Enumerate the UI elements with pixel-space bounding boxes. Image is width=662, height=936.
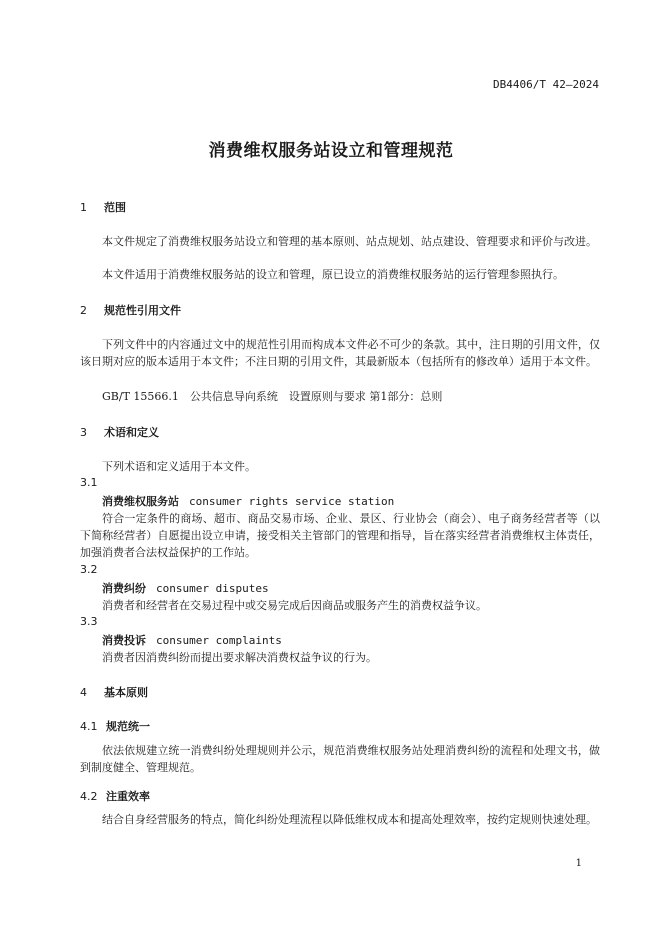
term-definition: 消费者和经营者在交易过程中或交易完成后因商品或服务产生的消费权益争议。 (102, 599, 487, 612)
subsection-number: 4.2 (80, 790, 98, 803)
section-4-heading (80, 684, 148, 700)
section-2-heading (80, 302, 181, 318)
section-2-paragraph-1: 下列文件中的内容通过文中的规范性引用而构成本文件必不可少的条款。其中，注日期的引用文件，仅该日期对应的版本适用于本文件；不注日期的引用文件，其最新版本（包括所有的修改单）适用于本文件。 (80, 338, 600, 368)
section-number: 1 (80, 201, 87, 214)
subsection-title: 注重效率 (106, 790, 150, 803)
term-entry (102, 580, 269, 596)
section-title: 基本原则 (104, 686, 148, 699)
term-entry (102, 632, 282, 648)
term-chinese: 消费纠纷 (102, 582, 146, 595)
page-number: 1 (575, 858, 582, 869)
section-title: 范围 (104, 201, 126, 214)
section-title: 术语和定义 (104, 426, 159, 439)
subsection-4-2-paragraph: 结合自身经营服务的特点，简化纠纷处理流程以降低维权成本和提高处理效率，按约定规则快速处理。 (102, 813, 597, 826)
document-title: 消费维权服务站设立和管理规范 (208, 141, 454, 161)
standard-code: DB4406/T 42—2024 (493, 78, 599, 91)
section-1-paragraph-2: 本文件适用于消费维权服务站的设立和管理，原已设立的消费维权服务站的运行管理参照执行。 (102, 268, 564, 281)
subsection-title: 规范统一 (106, 720, 150, 733)
subsection-number: 4.1 (80, 720, 98, 733)
term-english: consumer disputes (156, 582, 269, 595)
section-number: 3 (80, 426, 87, 439)
section-number: 4 (80, 686, 87, 699)
section-1-paragraph-1: 本文件规定了消费维权服务站设立和管理的基本原则、站点规划、站点建设、管理要求和评价与改进。 (102, 235, 597, 248)
section-3-heading (80, 424, 159, 440)
subsection-4-1-heading (80, 718, 150, 734)
term-definition: 符合一定条件的商场、超市、商品交易市场、企业、景区、行业协会（商会）、电子商务经营者等（以下简称经营者）自愿提出设立申请，接受相关主管部门的管理和指导，旨在落实经营者消费维权主体责任，加强消费者合法权益保护的工作站。 (80, 512, 600, 559)
section-number: 2 (80, 304, 87, 317)
normative-reference: GB/T 15566.1 公共信息导向系统 设置原则与要求 第1部分：总则 (102, 390, 443, 403)
term-chinese: 消费投诉 (102, 634, 146, 647)
section-3-intro: 下列术语和定义适用于本文件。 (102, 460, 256, 473)
section-title: 规范性引用文件 (104, 304, 181, 317)
term-definition: 消费者因消费纠纷而提出要求解决消费权益争议的行为。 (102, 651, 377, 664)
term-entry (102, 493, 394, 509)
term-number: 3.1 (80, 476, 98, 489)
subsection-4-1-paragraph: 依法依规建立统一消费纠纷处理规则并公示，规范消费维权服务站处理消费纠纷的流程和处理文书，做到制度健全、管理规范。 (80, 744, 600, 774)
term-number: 3.2 (80, 563, 98, 576)
term-number: 3.3 (80, 615, 98, 628)
term-chinese: 消费维权服务站 (102, 495, 179, 508)
term-english: consumer complaints (156, 634, 282, 647)
term-english: consumer rights service station (189, 495, 395, 508)
subsection-4-2-heading (80, 788, 150, 804)
section-1-heading (80, 199, 126, 215)
